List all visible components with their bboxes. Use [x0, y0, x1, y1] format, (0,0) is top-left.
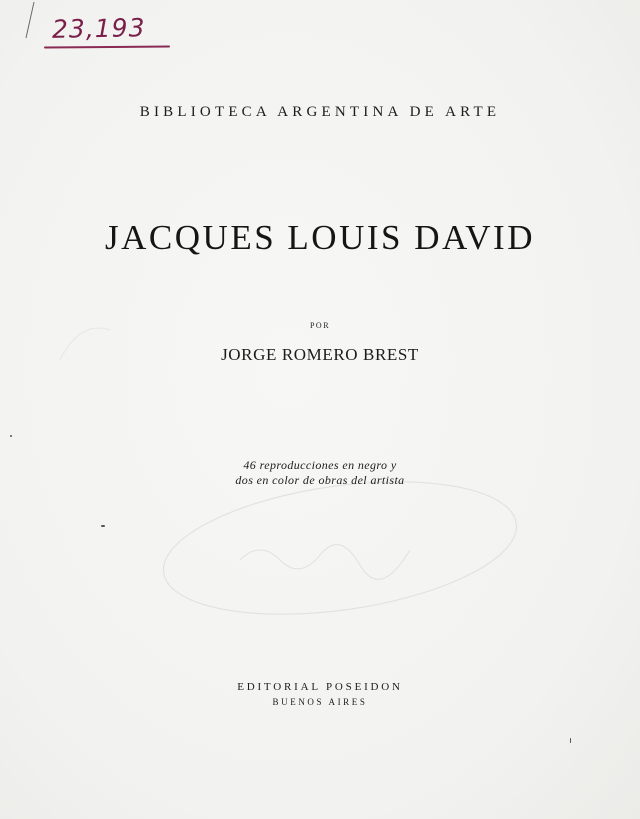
reproductions-note — [0, 458, 640, 488]
by-label: POR — [309, 321, 331, 330]
reproductions-line-2: dos en color de obras del artista — [235, 473, 405, 487]
handwritten-inventory-number: 23,193 — [51, 13, 146, 44]
author-name: JORGE ROMERO BREST — [221, 345, 419, 364]
reproductions-line-1: 46 reproducciones en negro y — [243, 458, 397, 472]
publisher-city: BUENOS AIRES — [272, 697, 368, 707]
series-name: BIBLIOTECA ARGENTINA DE ARTE — [139, 104, 501, 120]
ink-speck — [101, 525, 105, 527]
ink-speck — [570, 738, 571, 743]
publisher-name: EDITORIAL POSEIDON — [237, 681, 403, 693]
ink-speck — [10, 435, 12, 437]
book-title: JACQUES LOUIS DAVID — [105, 218, 535, 257]
